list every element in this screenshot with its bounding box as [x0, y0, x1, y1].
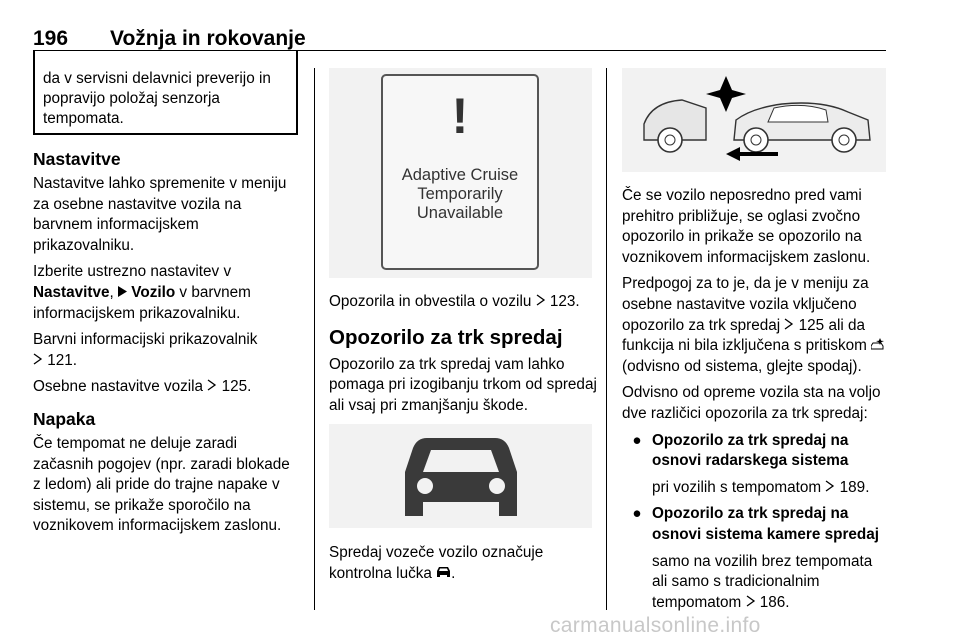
page-reference-icon — [746, 593, 756, 614]
list-item — [622, 504, 890, 545]
display-message-illustration — [329, 68, 592, 278]
prerequisite-paragraph — [622, 274, 890, 377]
camera-variant-title: Opozorilo za trk spredaj na osnovi sistema kamere spredaj — [652, 505, 880, 543]
vehicle-ahead-icon — [399, 432, 523, 522]
prerequisite-page-ref[interactable]: 125 — [798, 316, 825, 334]
impact-star-icon — [706, 76, 746, 112]
display-line-2: Temporarily — [417, 185, 503, 203]
fault-heading: Napaka — [33, 408, 96, 429]
info-display-text: Barvni informacijski prikazovalnik — [33, 331, 258, 349]
column-2-upper — [329, 292, 597, 422]
forward-collision-intro: Opozorilo za trk spredaj vam lahko pomaga pri izogibanju trkom od spredaj ali vsaj pri zmanjšanju škode. — [329, 355, 597, 414]
select-setting-paragraph — [33, 262, 301, 324]
indicator-end: . — [451, 564, 456, 582]
select-setting-tail: v barvnem informacijskem prikazovalniku. — [33, 283, 251, 322]
column-1 — [33, 148, 301, 543]
warning-exclamation-icon: ! — [451, 88, 469, 144]
personal-settings-text: Osebne nastavitve vozila — [33, 378, 204, 396]
prerequisite-text-3: (odvisno od sistema, glejte spodaj). — [622, 357, 862, 375]
page-reference-icon — [784, 316, 794, 337]
radar-variant-page-ref[interactable]: 189. — [839, 478, 870, 496]
settings-menu-label: Nastavitve — [33, 283, 110, 301]
settings-paragraph: Nastavitve lahko spremenite v meniju za osebne nastavitve vozila na barvnem informacijskem prikazovalniku. — [33, 175, 287, 254]
approaching-vehicles-diagram — [622, 68, 886, 172]
prerequisite-text-2: ali da funkcija ni bila izključena s pritiskom — [622, 316, 867, 355]
column-divider-2 — [606, 68, 607, 610]
vehicle-ahead-illustration — [329, 424, 592, 528]
prerequisite-text: Predpogoj za to je, da je v meniju za osebne nastavitve vozila vključeno opozorilo za trk spredaj — [622, 275, 869, 334]
fault-paragraph: Če tempomat ne deluje zaradi začasnih pogojev (npr. zaradi blokade z ledom) ali pride do trajne napake v sistemu, se prikaže sporočilo na voznikovem informacijskem zaslonu. — [33, 434, 290, 535]
personal-settings-page-ref[interactable]: 125. — [221, 378, 252, 396]
menu-separator: , — [109, 283, 119, 301]
variants-paragraph: Odvisno od opreme vozila sta na voljo dve različici opozorila za trk spredaj: — [622, 384, 881, 422]
column-3 — [622, 186, 890, 619]
collision-warning-illustration — [622, 68, 886, 172]
continued-note-text: da v servisni delavnici preverijo in popravijo položaj senzorja tempomata. — [43, 70, 271, 127]
indicator-text: Spredaj vozeče vozilo označuje kontrolna lučka — [329, 544, 544, 582]
page-number: 196 — [33, 27, 69, 50]
collision-warning-paragraph: Če se vozilo neposredno pred vami prehitro približuje, se oglasi zvočno opozorilo in prikaže se opozorilo na voznikovem informacijskem zaslonu. — [622, 187, 871, 266]
menu-arrow-icon — [118, 283, 127, 304]
cluster-display-frame — [381, 74, 539, 270]
display-line-1: Adaptive Cruise — [401, 166, 519, 184]
page-reference-icon — [207, 377, 217, 398]
indicator-paragraph — [329, 543, 597, 584]
camera-variant-desc: samo na vozilih brez tempomata ali samo s tradicionalnim tempomatom — [652, 552, 873, 611]
radar-variant-text — [622, 478, 890, 499]
vehicle-ahead-indicator-icon — [436, 564, 451, 585]
radar-variant-title: Opozorilo za trk spredaj na osnovi radarskega sistema — [652, 431, 849, 470]
vehicle-menu-label: Vozilo — [131, 283, 176, 301]
radar-variant-desc: pri vozilih s tempomatom — [652, 478, 822, 496]
page-title: Vožnja in rokovanje — [110, 27, 306, 50]
page-reference-icon — [825, 478, 835, 499]
bullet-icon: ● — [632, 431, 642, 449]
select-setting-text: Izberite ustrezno nastavitev v — [33, 263, 232, 281]
list-item — [622, 431, 890, 472]
warnings-reference — [329, 292, 597, 313]
collision-alert-button-icon — [871, 336, 885, 357]
forward-collision-heading: Opozorilo za trk spredaj — [329, 325, 563, 349]
column-divider-1 — [314, 68, 315, 610]
personal-settings-reference — [33, 377, 301, 398]
settings-heading: Nastavitve — [33, 149, 121, 169]
warnings-page-ref[interactable]: 123. — [549, 293, 580, 310]
continued-note-box — [33, 51, 298, 135]
bullet-icon: ● — [632, 505, 642, 523]
page-reference-icon — [33, 351, 43, 372]
column-2-lower — [329, 543, 597, 590]
info-display-reference — [33, 330, 301, 371]
camera-variant-page-ref[interactable]: 186. — [759, 593, 790, 611]
watermark: carmanualsonline.info — [550, 614, 761, 637]
info-display-page-ref[interactable]: 121. — [47, 351, 78, 369]
page-reference-icon — [536, 292, 546, 313]
warnings-text: Opozorila in obvestila o vozilu — [329, 293, 532, 310]
camera-variant-text — [622, 552, 890, 614]
display-line-3: Unavailable — [416, 204, 504, 222]
